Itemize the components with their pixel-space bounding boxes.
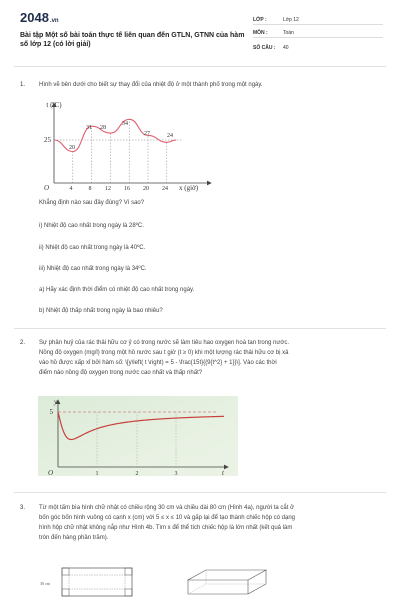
meta-divider — [253, 24, 383, 25]
question-1-prompt: Hình vẽ bên dưới cho biết sự thay đổi của nhiệt độ ở một thành phố trong một ngày. — [39, 82, 263, 88]
point-label: 34 — [122, 121, 128, 127]
page-title: Bài tập Một số bài toán thực tế liên quan đến GTLN, GTNN của hàm số lớp 12 (có lời giải) — [20, 32, 245, 48]
y-tick-label: 5 — [49, 408, 53, 416]
statement-item: b) Nhiệt độ thấp nhất trong ngày là bao nhiêu? — [39, 308, 163, 314]
oxygen-chart — [38, 396, 238, 476]
point-label: 28 — [100, 125, 106, 131]
statement-item: a) Hãy xác định thời điểm có nhiệt độ cao nhất trong ngày. — [39, 287, 195, 293]
statement-item: ii) Nhiệt độ cao nhất trong ngày là 40ºC. — [39, 245, 146, 251]
x-tick-label: 16 — [124, 186, 130, 192]
question-number: 1. — [20, 82, 26, 88]
text-line: vào hồ được xấp xỉ bởi hàm số: \[y\left( t \right) = 5 - \frac{15t}{{9{t^2} + 1}}\]. Vào các thời — [39, 360, 277, 366]
box-front — [188, 580, 248, 594]
meta-value: 40 — [283, 45, 289, 51]
box-figure — [38, 566, 288, 600]
x-tick-label: 4 — [69, 186, 73, 192]
point-label: 20 — [69, 145, 75, 151]
meta-value: Toán — [283, 30, 294, 36]
point-label: 31 — [86, 125, 92, 131]
corner-square — [125, 589, 132, 596]
corner-square — [125, 568, 132, 575]
corner-square — [62, 568, 69, 575]
question-divider — [14, 492, 386, 493]
x-tick-label: 3 — [174, 471, 178, 476]
temperature-chart — [36, 95, 216, 195]
question-1-ask: Khẳng định nào sau đây đúng? Vì sao? — [39, 200, 145, 206]
point-label: 27 — [144, 131, 150, 137]
question-divider — [14, 328, 386, 329]
corner-square — [62, 589, 69, 596]
meta-value: Lớp 12 — [283, 17, 299, 23]
x-axis-label: x (giờ) — [179, 184, 199, 192]
x-tick-label: 24 — [162, 186, 168, 192]
x-tick-label: 8 — [88, 186, 92, 192]
question-3-text — [39, 503, 389, 543]
statement-item: i) Nhiệt độ cao nhất trong ngày là 28ºC. — [39, 223, 144, 229]
meta-label: MÔN : — [253, 30, 268, 36]
x-axis-label: t — [222, 469, 224, 476]
origin-label: O — [43, 184, 49, 192]
x-tick-label: 12 — [105, 186, 111, 192]
text-line: tròn đến hàng phần trăm). — [39, 535, 109, 541]
statement-item: iii) Nhiệt độ cao nhất trong ngày là 34ºC. — [39, 266, 147, 272]
meta-divider — [253, 37, 383, 38]
y-axis-label: y — [54, 398, 58, 406]
page-header — [0, 0, 400, 64]
text-line: Từ một tấm bìa hình chữ nhật có chiều rộng 30 cm và chiều dài 80 cm (Hình 4a), người ta cắt ở — [39, 505, 295, 511]
cardboard-sheet — [62, 568, 132, 596]
question-2-text — [39, 338, 389, 378]
origin-label: O — [47, 469, 53, 476]
header-divider — [14, 66, 386, 67]
x-tick-label: 2 — [135, 471, 139, 476]
text-line: Sự phân huỷ của rác thải hữu cơ ỷ có trong nước sẽ làm tiêu hao oxygen hoà tan trong nước. — [39, 340, 290, 346]
figure-label: 30 cm — [40, 581, 50, 586]
text-line: Nồng độ oxygen (mg/l) trong một hồ nước sau t giờ (t ≥ 0) khi một lượng rác thải hữu cơ bị xả — [39, 350, 289, 356]
y-tick-label: 25 — [44, 136, 51, 144]
box-top — [188, 570, 266, 580]
x-tick-label: 1 — [95, 471, 99, 476]
text-line: điểm nào nồng độ oxygen trong nước cao nhất và thấp nhất? — [39, 370, 203, 376]
logo-suffix: .vn — [49, 18, 59, 24]
text-line: hình hộp chữ nhật không nắp như Hình 4b. Tìm x để thể tích chiếc hộp là lớn nhất (kết quả làm — [39, 525, 293, 531]
y-axis-label: t (ºC) — [46, 101, 62, 109]
x-tick-label: 20 — [143, 186, 149, 192]
box-side — [248, 570, 266, 594]
site-logo[interactable] — [20, 10, 59, 25]
point-label: 24 — [167, 133, 173, 139]
meta-label: LỚP : — [253, 17, 267, 23]
question-number: 2. — [20, 340, 26, 346]
meta-label: SỐ CÂU : — [253, 45, 276, 51]
text-line: bốn góc bốn hình vuông có cạnh x (cm) với 5 ≤ x ≤ 10 và gấp lại để tạo thành chiếc hộp có dạng — [39, 515, 296, 521]
logo-text: 2048 — [20, 10, 49, 25]
question-number: 3. — [20, 505, 26, 511]
